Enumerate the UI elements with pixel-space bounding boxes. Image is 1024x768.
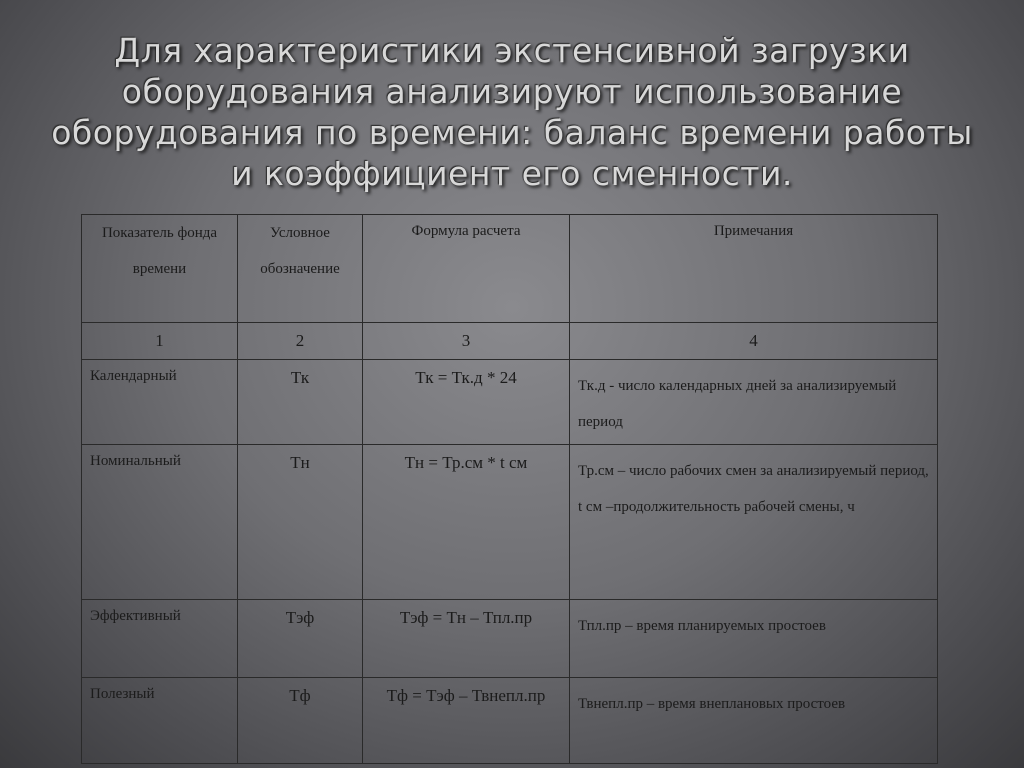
table-row xyxy=(82,600,938,678)
symbol-cell: Тф xyxy=(238,678,363,764)
title-line-3: оборудования по времени: баланс времени работы xyxy=(51,113,973,152)
formula-cell: Тэф = Тн – Тпл.пр xyxy=(363,600,570,678)
column-number: 4 xyxy=(570,323,938,360)
formula-cell: Тк = Тк.д * 24 xyxy=(363,360,570,445)
header-formula: Формула расчета xyxy=(363,215,570,323)
header-symbol: Условное обозначение xyxy=(238,215,363,323)
indicator-cell: Эффективный xyxy=(82,600,238,678)
indicator-cell: Полезный xyxy=(82,678,238,764)
title-line-1: Для характеристики экстенсивной загрузки xyxy=(114,31,910,70)
title-line-4: и коэффициент его сменности. xyxy=(231,154,793,193)
note-cell: Тк.д - число календарных дней за анализируемый период xyxy=(570,360,938,445)
table-row xyxy=(82,360,938,445)
column-number: 3 xyxy=(363,323,570,360)
note-cell: Твнепл.пр – время внеплановых простоев xyxy=(570,678,938,764)
indicator-cell: Календарный xyxy=(82,360,238,445)
symbol-cell: Тэф xyxy=(238,600,363,678)
formula-cell: Тф = Тэф – Твнепл.пр xyxy=(363,678,570,764)
table-header-row xyxy=(82,215,938,323)
table-row xyxy=(82,445,938,600)
symbol-cell: Тк xyxy=(238,360,363,445)
indicator-cell: Номинальный xyxy=(82,445,238,600)
column-number: 1 xyxy=(82,323,238,360)
time-balance-table xyxy=(81,214,938,764)
note-cell: Тпл.пр – время планируемых простоев xyxy=(570,600,938,678)
symbol-cell: Тн xyxy=(238,445,363,600)
note-cell: Тр.см – число рабочих смен за анализируемый период, t см –продолжительность рабочей смены, ч xyxy=(570,445,938,600)
slide-title xyxy=(40,30,984,194)
table-row xyxy=(82,678,938,764)
title-line-2: оборудования анализируют использование xyxy=(121,72,903,111)
header-indicator: Показатель фонда времени xyxy=(82,215,238,323)
column-numbers-row xyxy=(82,323,938,360)
header-notes: Примечания xyxy=(570,215,938,323)
column-number: 2 xyxy=(238,323,363,360)
formula-cell: Тн = Тр.см * t см xyxy=(363,445,570,600)
